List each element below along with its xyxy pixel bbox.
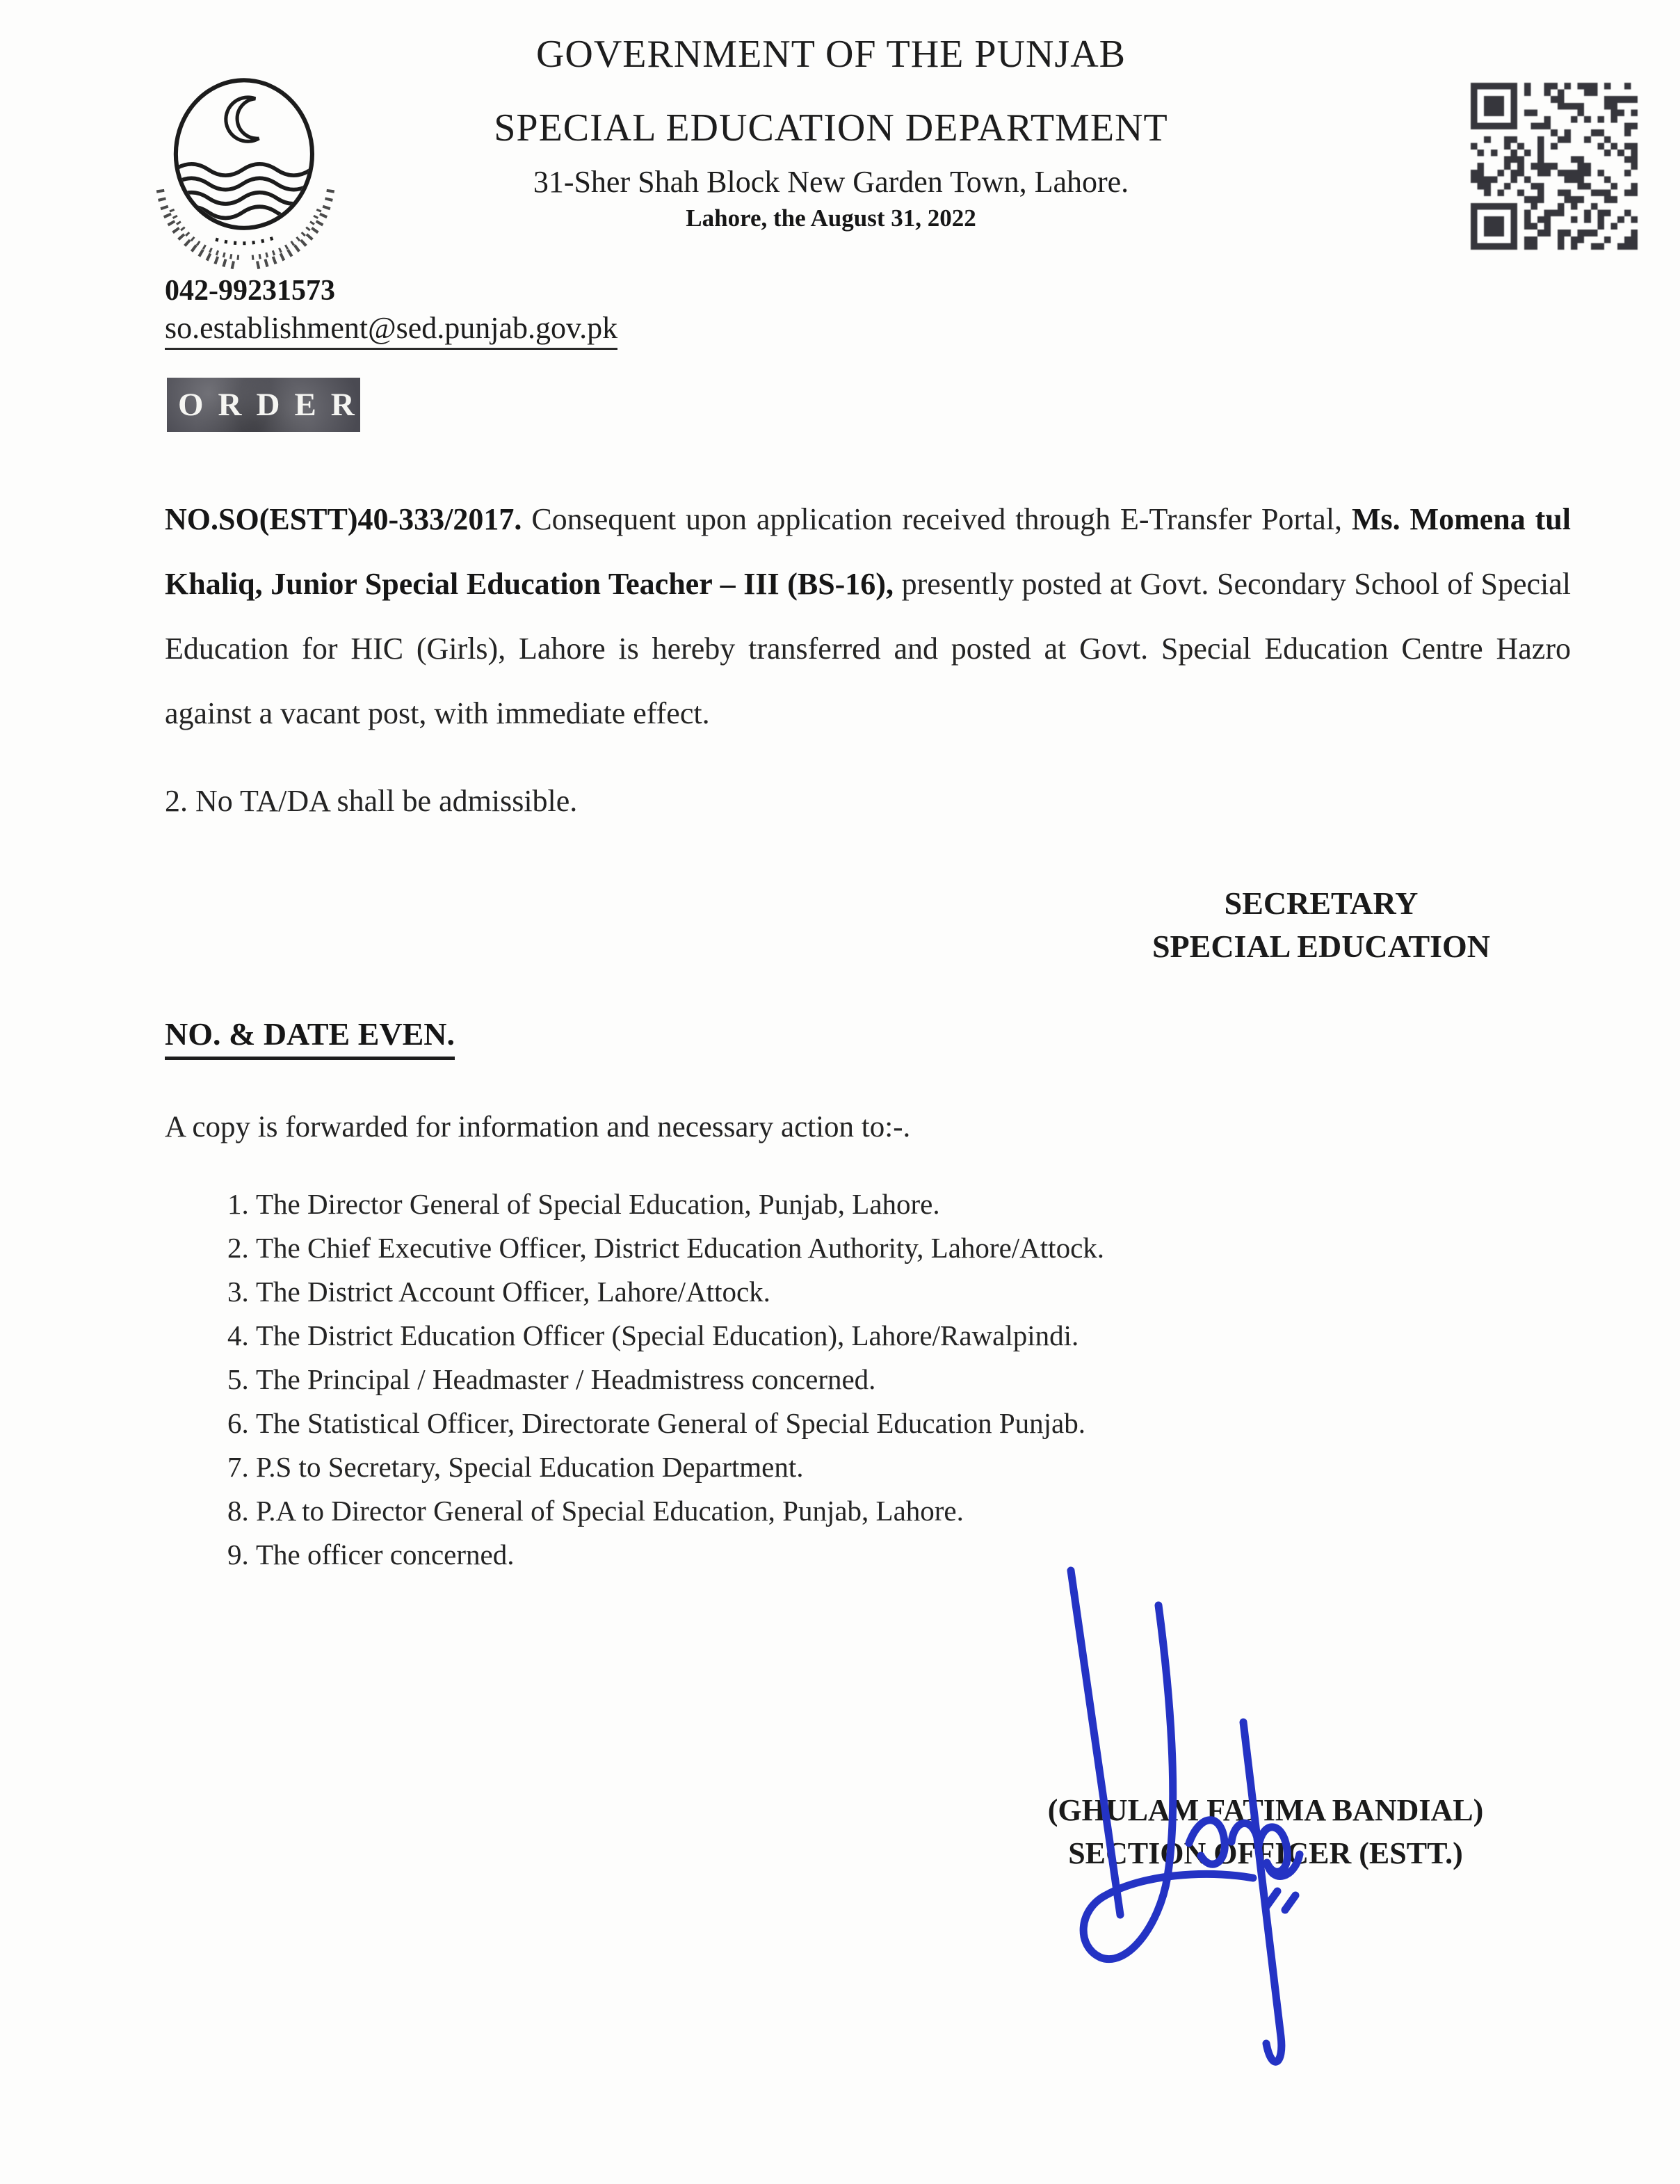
letterhead: [414, 35, 1248, 232]
distribution-list: [202, 1182, 1508, 1577]
secretary-line: SECRETARY: [1224, 885, 1419, 921]
government-title: GOVERNMENT OF THE PUNJAB: [535, 33, 1126, 76]
qr-code: [1471, 82, 1638, 250]
department-title: SPECIAL EDUCATION DEPARTMENT: [494, 106, 1168, 150]
crescent-icon: [226, 97, 259, 141]
phone-number: 042-99231573: [165, 275, 335, 307]
order-text-body: presently posted at Govt. Secondary School of Special Education for HIC (Girls), Lahore is hereby transferred and posted at Govt. Special Education Centre Hazro against a vacant post, with immediate effect.: [165, 567, 1572, 730]
order-paragraph: [165, 487, 1571, 746]
signatory-designation-block: [1126, 882, 1516, 968]
punjab-emblem-logo: [147, 68, 346, 271]
distribution-item: 2. The Chief Executive Officer, District Education Authority, Lahore/Attock.: [256, 1226, 1508, 1270]
subject-employee-name: Ms. Momena tul Khaliq, Junior Special Education Teacher – III (BS-16),: [165, 502, 1571, 601]
order-text-intro: Consequent upon application received through E-Transfer Portal,: [531, 502, 1343, 536]
distribution-item: 1. The Director General of Special Education, Punjab, Lahore.: [256, 1182, 1508, 1226]
letter-date: Lahore, the August 31, 2022: [686, 204, 976, 232]
clause-no-tada: 2. No TA/DA shall be admissible.: [165, 784, 578, 818]
reference-number: NO.SO(ESTT)40-333/2017.: [165, 502, 522, 536]
email-address: so.establishment@sed.punjab.gov.pk: [165, 310, 617, 350]
distribution-item: 9. The officer concerned.: [256, 1533, 1508, 1577]
distribution-item: 7. P.S to Secretary, Special Education Department.: [256, 1445, 1508, 1489]
distribution-item: 4. The District Education Officer (Special Education), Lahore/Rawalpindi.: [256, 1314, 1508, 1358]
order-stamp-label: ORDER: [178, 387, 369, 423]
signer-name: (GHULAM FATIMA BANDIAL): [1047, 1793, 1484, 1827]
endorsement-heading: NO. & DATE EVEN.: [165, 1015, 455, 1060]
distribution-item: 3. The District Account Officer, Lahore/Attock.: [256, 1270, 1508, 1314]
distribution-item: 8. P.A to Director General of Special Education, Punjab, Lahore.: [256, 1489, 1508, 1533]
handwritten-signature: [1022, 1550, 1356, 2078]
forwarding-line: A copy is forwarded for information and necessary action to:-.: [165, 1111, 911, 1143]
order-stamp: [167, 378, 369, 432]
signer-title: SECTION OFFICER (ESTT.): [1068, 1836, 1463, 1870]
distribution-item: 5. The Principal / Headmaster / Headmistress concerned.: [256, 1358, 1508, 1402]
department-address: 31-Sher Shah Block New Garden Town, Lahore.: [533, 165, 1129, 199]
distribution-item: 6. The Statistical Officer, Directorate General of Special Education Punjab.: [256, 1402, 1508, 1445]
secretary-department-line: SPECIAL EDUCATION: [1152, 929, 1491, 964]
